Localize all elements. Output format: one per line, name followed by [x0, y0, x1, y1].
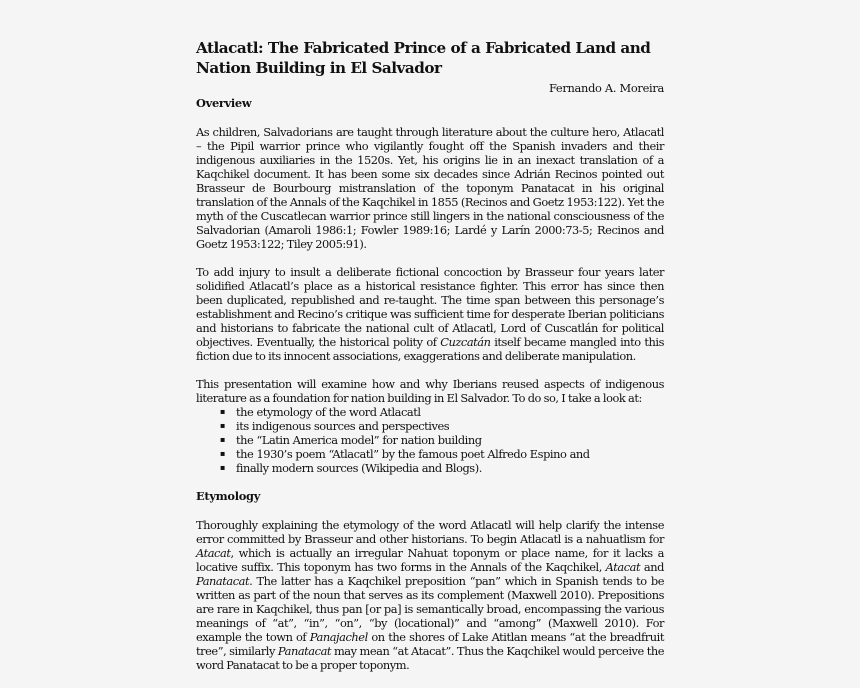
document-title: Atlacatl: The Fabricated Prince of a Fabricated Land and Nation Building in El Salvador — [196, 39, 651, 77]
text-run: Thoroughly explaining the etymology of the word Atlacatl will help clarify the intense error committed by Brasseur and other historians. To begin Atlacatl is a nahuatlism for — [196, 518, 664, 546]
list-item-text: the etymology of the word Atlacatl — [236, 405, 421, 419]
text-run: on the shores of Lake Atitlan means “at the breadfruit tree”, similarly — [196, 630, 664, 658]
italic-term: Panajachel — [309, 630, 368, 644]
list-item — [220, 447, 664, 461]
bullet-icon: ▪ — [220, 407, 225, 416]
text-run: To add injury to insult a deliberate fictional concoction by Brasseur four years later solidified Atlacatl’s place as a historical resistance fighter. This error has since then been duplicated, republished and re-taught. The time span between this personage’s establishment and Recino’s critique was sufficient time for desperate Iberian politicians and historians to fabricate the national cult of Atlacatl, Lord of Cuscatlán for political objectives. Eventually, the historical polity of — [196, 265, 664, 349]
list-item-text: its indigenous sources and perspectives — [236, 419, 450, 433]
italic-term: Atacat — [605, 560, 641, 574]
list-item-text: finally modern sources (Wikipedia and Blogs). — [236, 461, 482, 475]
list-item-text: the 1930’s poem “Atlacatl” by the famous poet Alfredo Espino and — [236, 447, 590, 461]
section-heading-overview: Overview — [196, 96, 252, 110]
overview-paragraph-2 — [196, 265, 664, 363]
list-item — [220, 419, 664, 433]
bullet-icon: ▪ — [220, 449, 225, 458]
italic-term: Atacat — [196, 546, 231, 560]
list-item — [220, 405, 664, 419]
etymology-paragraph — [196, 518, 664, 672]
overview-paragraph-1: As children, Salvadorians are taught through literature about the culture hero, Atlacatl – the Pipil warrior prince who vigilantly fought off the Spanish invaders and their indigenous auxiliaries in the 1520s. Yet, his origins lie in an inexact translation of a Kaqchikel document. It has been some six decades since Adrián Recinos pointed out Brasseur de Bourbourg mistranslation of the toponym Panatacat in his original translation of the Annals of the Kaqchikel in 1855 (Recinos and Goetz 1953:122). Yet the myth of the Cuscatlecan warrior prince still lingers in the national consciousness of the Salvadorian (Amaroli 1986:1; Fowler 1989:16; Lardé y Larín 2000:73-5; Recinos and Goetz 1953:122; Tiley 2005:91). — [196, 125, 664, 251]
bullet-icon: ▪ — [220, 421, 225, 430]
overview-paragraph-3: This presentation will examine how and why Iberians reused aspects of indigenous literature as a foundation for nation building in El Salvador. To do so, I take a look at: — [196, 377, 664, 405]
section-heading-etymology: Etymology — [196, 489, 261, 503]
text-run: and — [640, 560, 664, 574]
list-item — [220, 433, 664, 447]
bullet-icon: ▪ — [220, 435, 225, 444]
italic-term: Panatacat — [196, 574, 250, 588]
text-run: may mean “at Atacat”. Thus the Kaqchikel would perceive the word Panatacat to be a proper toponym. — [196, 644, 665, 672]
topics-list — [196, 405, 664, 475]
author-name: Fernando A. Moreira — [548, 81, 664, 95]
text-run: . The latter has a Kaqchikel preposition “pan” which in Spanish tends to be written as part of the noun that serves as its complement (Maxwell 2010). Prepositions are rare in Kaqchikel, thus pan [or pa] is semantically broad, encompassing the various meanings of “at”, “in”, “on”, “by (locational)” and “among” (Maxwell 2010). For example the town of — [196, 574, 664, 644]
italic-term: Panatacat — [277, 644, 332, 658]
list-item — [220, 461, 664, 475]
italic-term: Cuzcatán — [440, 335, 491, 349]
document-page — [196, 38, 664, 672]
text-run: itself became mangled into this fiction due to its innocent associations, exaggerations and deliberate manipulation. — [196, 335, 664, 363]
bullet-icon: ▪ — [220, 463, 225, 472]
list-item-text: the “Latin America model” for nation building — [236, 433, 482, 447]
text-run: , which is actually an irregular Nahuat toponym or place name, for it lacks a locative suffix. This toponym has two forms in the Annals of the Kaqchikel, — [196, 546, 664, 574]
